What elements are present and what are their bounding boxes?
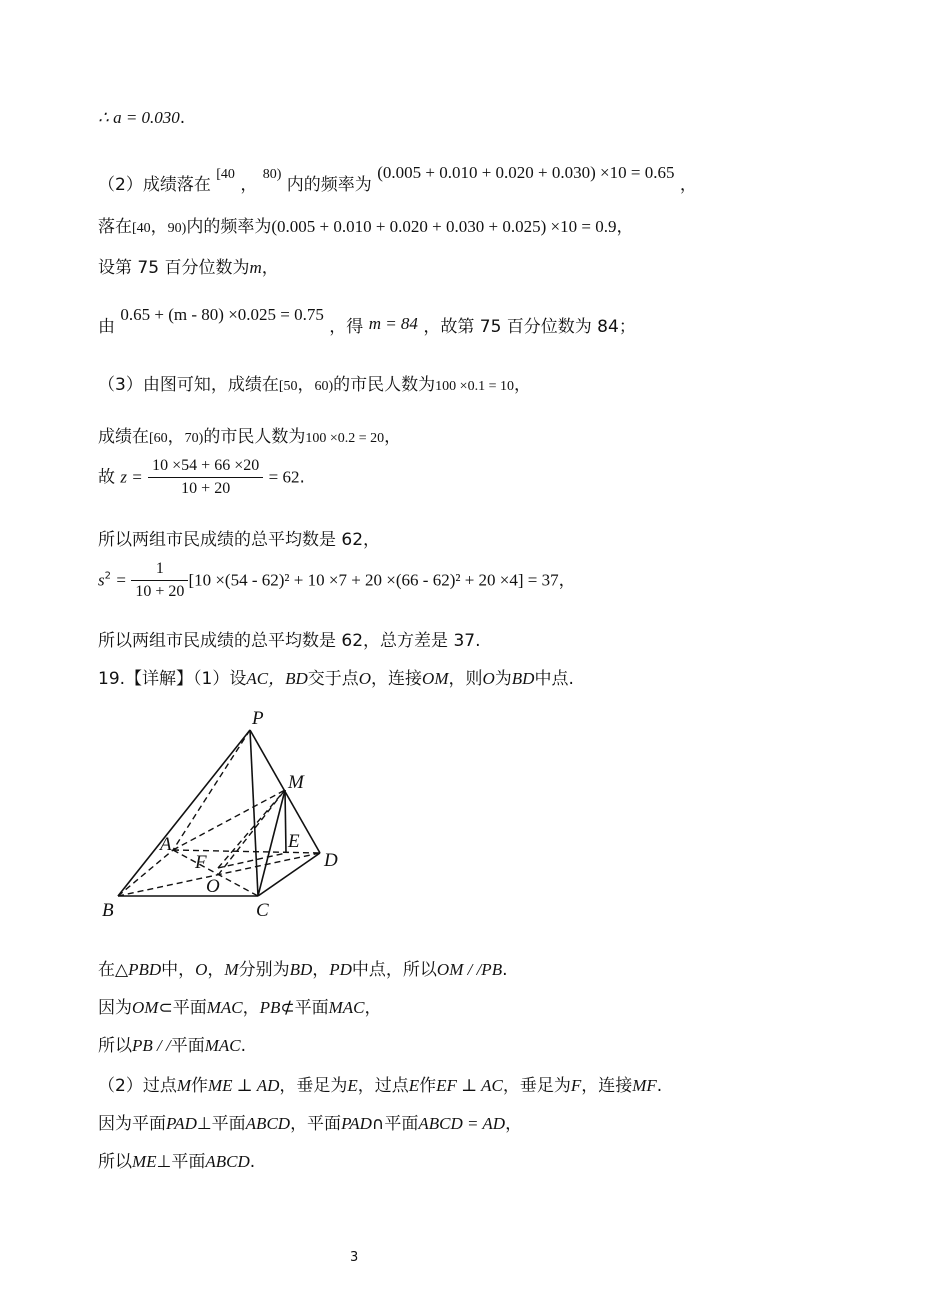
interval-left: [40: [216, 167, 235, 182]
edge-FE: [218, 853, 286, 868]
line-15: 所以PB / /平面MAC.: [98, 1036, 247, 1056]
pyramid-figure: [98, 700, 358, 925]
line-11: 所以两组市民成绩的总平均数是 62，总方差是 37.: [98, 631, 481, 651]
label-O: O: [206, 876, 220, 897]
page-number: 3: [350, 1250, 359, 1265]
variance-expression: [10 ×(54 - 62)² + 10 ×7 + 20 ×(66 - 62)² + 20 ×4] = 37: [188, 570, 559, 590]
line-6: （3）由图可知，成绩在[50，60)的市民人数为100 ×0.1 = 10，: [98, 375, 531, 395]
variance-fraction: $\frac{1}{10 + 20}$: [131, 560, 188, 601]
line-9: 所以两组市民成绩的总平均数是 62，: [98, 530, 381, 550]
label-P: P: [252, 708, 264, 729]
label-M: M: [288, 772, 304, 793]
line-16: （2）过点M作ME ⊥ AD，垂足为E，过点E作EF ⊥ AC，垂足为F，连接MF.: [98, 1076, 663, 1096]
mean-fraction: $\frac{10 \times 54 + 66 \times 20}{10 + 20}$: [148, 457, 263, 498]
line-10: $s^2$ = $\frac{1}{10 + 20}$ [10 ×(54 - 62)² + 10 ×7 + 20 ×(66 - 62)² + 20 ×4] = 37，: [98, 560, 576, 600]
edge-BA: [118, 850, 173, 896]
interval-right: 80): [262, 167, 282, 182]
line-17: 因为平面PAD⊥平面ABCD，平面PAD∩平面ABCD = AD，: [98, 1114, 523, 1134]
label-B: B: [102, 900, 114, 921]
math-a-value: ∴ a = 0.030: [98, 108, 180, 127]
line-12: 19.【详解】（1）设AC，BD交于点O，连接OM，则O为BD中点.: [98, 669, 574, 689]
line-2: （2）成绩落在 $^{[40}$ ， $^{80)}$ 内的频率为 (0.005 + 0.010 + 0.020 + 0.030) ×10 = 0.65 ，: [98, 163, 697, 195]
percentile-equation: 0.65 + (m - 80) ×0.025 = 0.75: [120, 305, 324, 324]
line-8: 故 z = $\frac{10 \times 54 + 66 \times 20}{10 + 20}$ = 62.: [98, 457, 305, 497]
line-4: 设第 75 百分位数为m，: [98, 258, 279, 278]
label-E: E: [288, 831, 300, 852]
frequency-expression: (0.005 + 0.010 + 0.020 + 0.030) ×10 = 0.65: [377, 163, 675, 182]
line-3: 落在[40，90)内的频率为(0.005 + 0.010 + 0.020 + 0.030 + 0.025) ×10 = 0.9，: [98, 217, 634, 237]
edge-AM: [173, 790, 285, 850]
label-F: F: [195, 852, 207, 873]
label-D: D: [324, 850, 338, 871]
line-18: 所以ME⊥平面ABCD.: [98, 1152, 256, 1172]
edge-PC: [250, 730, 258, 896]
label-C: C: [256, 900, 269, 921]
line-1: ∴ a = 0.030.: [98, 108, 186, 128]
frequency-expression-2: (0.005 + 0.010 + 0.020 + 0.030 + 0.025) ×10 = 0.9: [271, 217, 617, 236]
edge-PA: [173, 730, 250, 850]
line-13: 在△PBD中，O，M分别为BD，PD中点，所以OM / /PB.: [98, 960, 508, 980]
line-14: 因为OM⊂平面MAC，PB⊄平面MAC，: [98, 998, 382, 1018]
edge-PB: [118, 730, 250, 896]
edge-ME: [285, 790, 286, 853]
line-5: 由 0.65 + (m - 80) ×0.025 = 0.75 ，得 m = 84 ，故第 75 百分位数为 84；: [98, 305, 636, 337]
label-A: A: [160, 834, 172, 855]
line-7: 成绩在[60，70)的市民人数为100 ×0.2 = 20，: [98, 427, 402, 447]
